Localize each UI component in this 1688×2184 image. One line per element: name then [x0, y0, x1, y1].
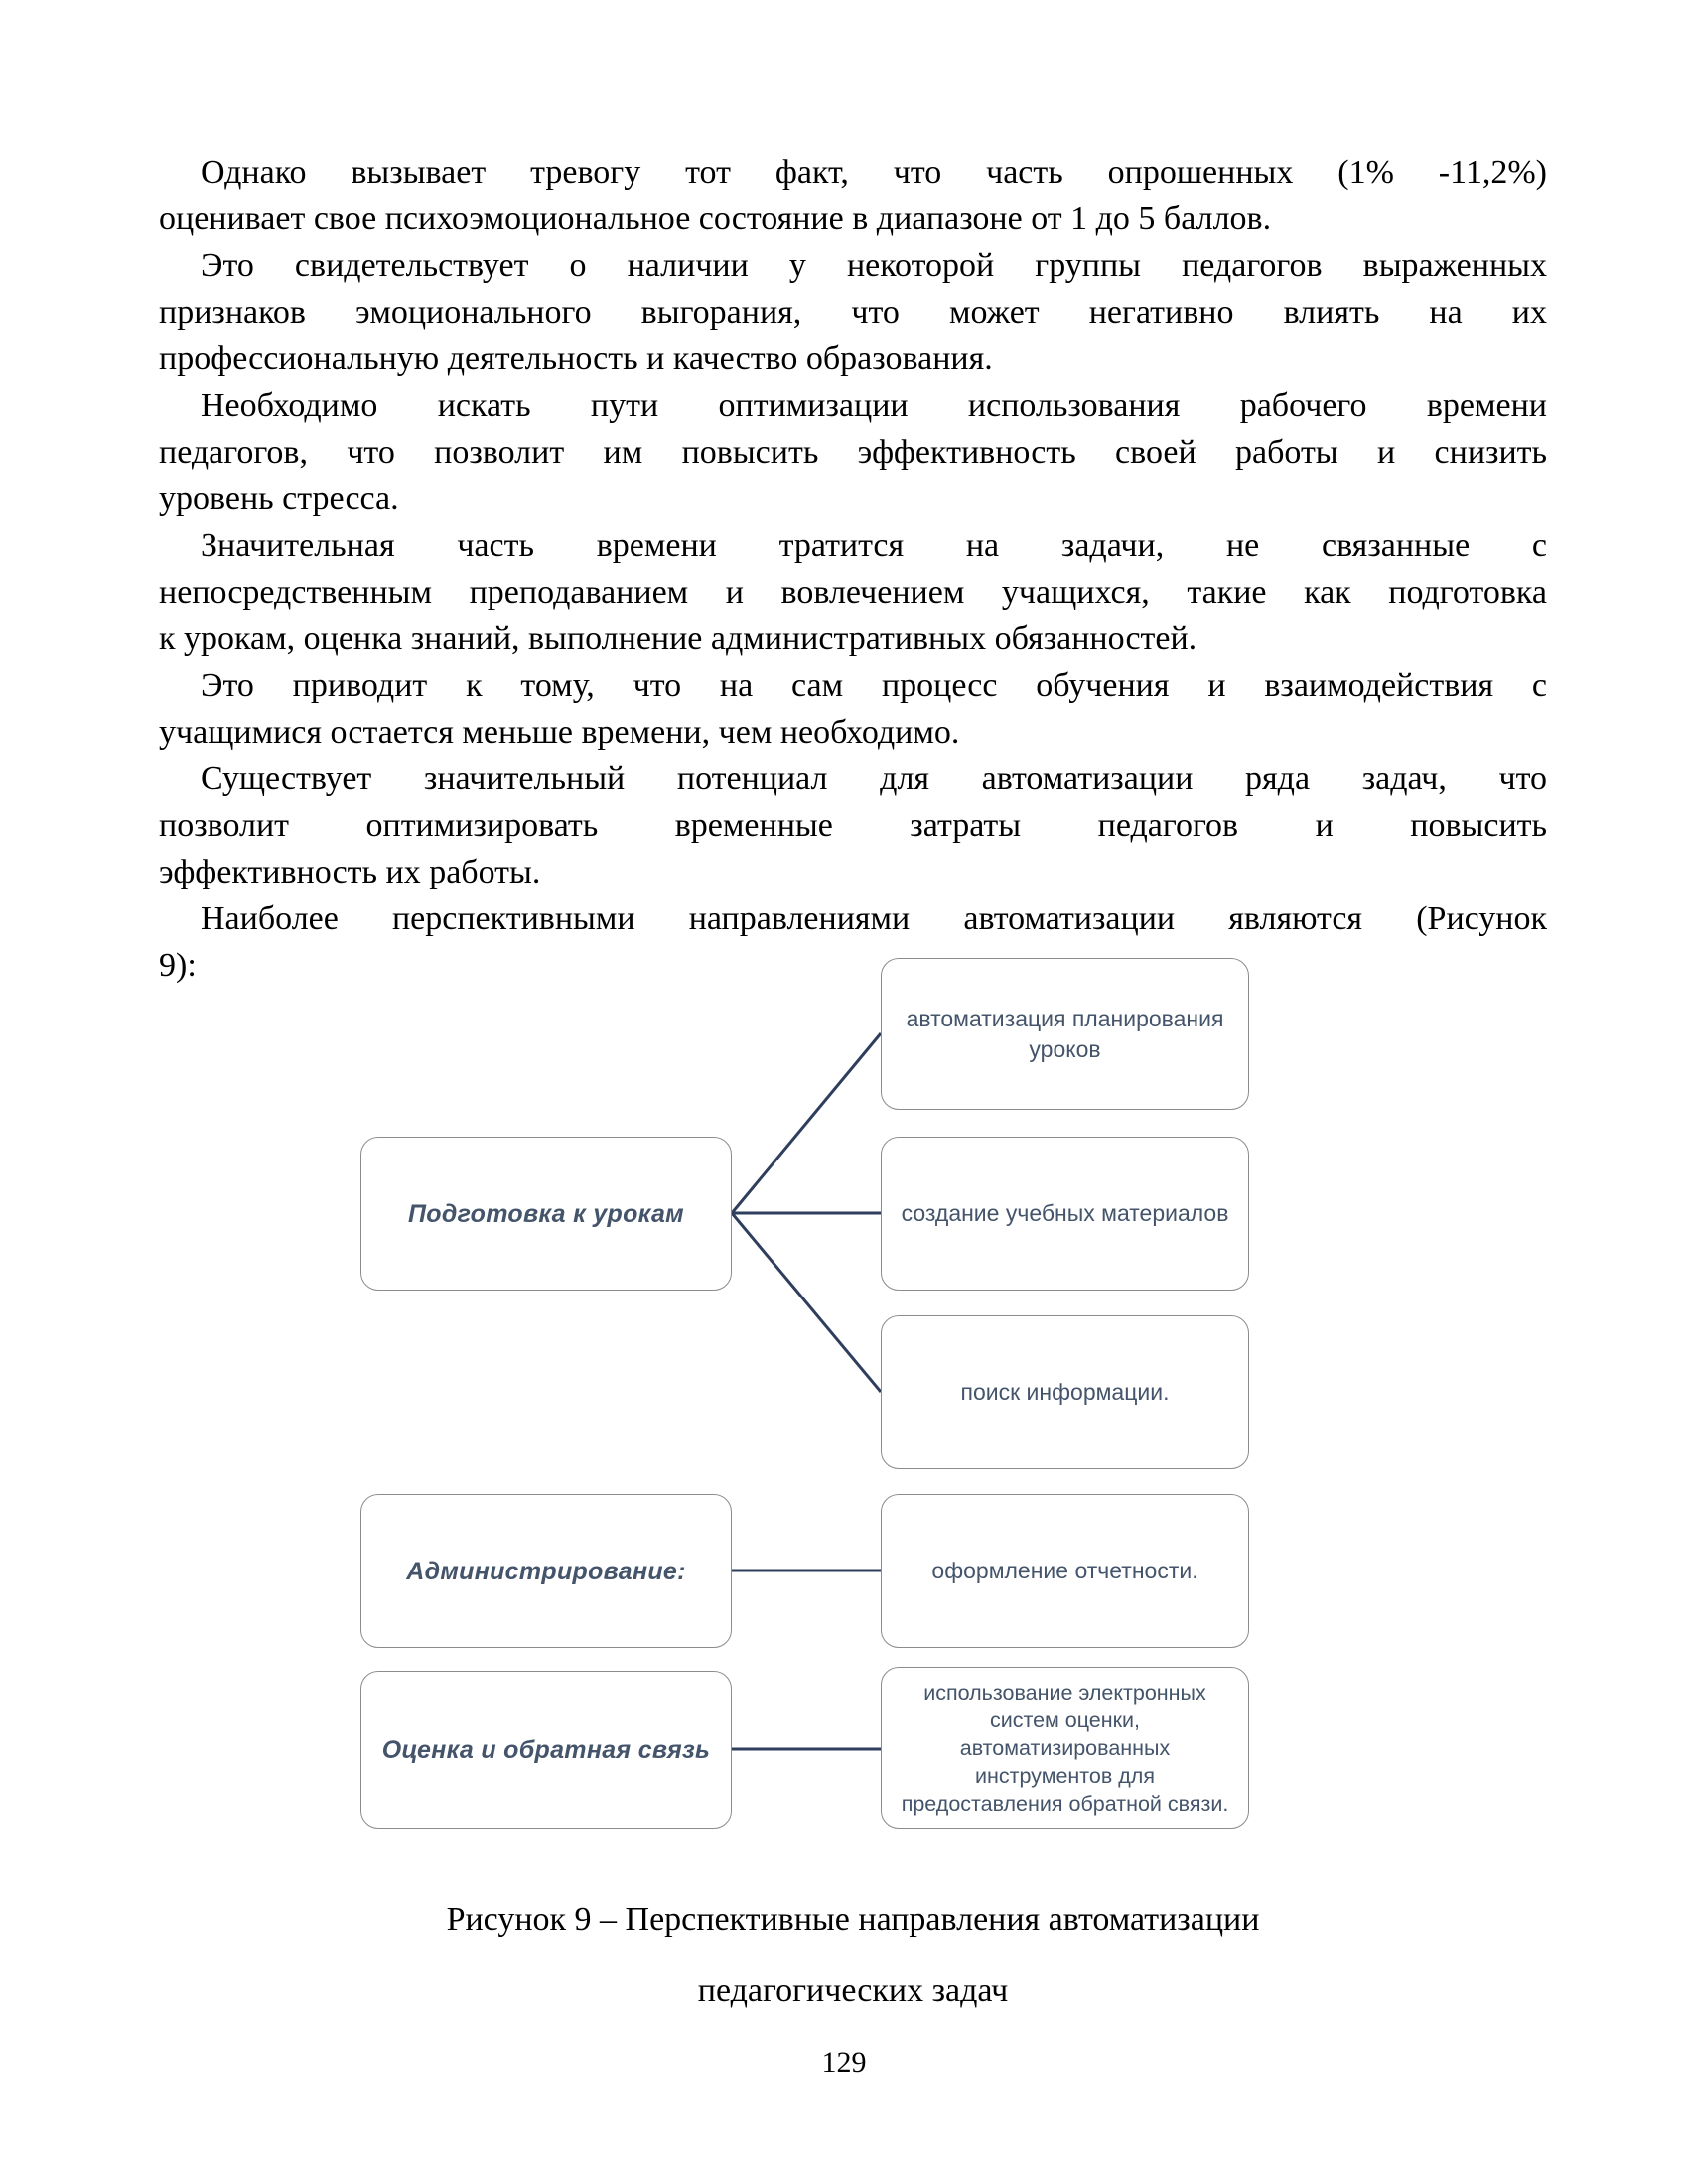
detail-line: систем оценки, [989, 1707, 1141, 1732]
category-box-assessment-feedback [360, 1671, 732, 1829]
paragraph-6 [159, 755, 1547, 895]
detail-line: инструментов для [974, 1763, 1155, 1788]
text-line: Существует значительный потенциал для автоматизации ряда задач, что [201, 760, 1547, 797]
text-line: позволит оптимизировать временные затраты педагогов и повысить [159, 807, 1547, 844]
detail-box-creating-materials [881, 1137, 1249, 1291]
detail-line: автоматизированных [959, 1735, 1171, 1760]
text-line: Значительная часть времени тратится на задачи, не связанные с [201, 527, 1547, 564]
text-line: признаков эмоционального выгорания, что может негативно влиять на их [159, 294, 1547, 331]
text-line: Необходимо искать пути оптимизации использования рабочего времени [201, 387, 1547, 424]
detail-box-report-preparation [881, 1494, 1249, 1648]
text-line: Однако вызывает тревогу тот факт, что часть опрошенных (1% -11,2%) [201, 154, 1547, 191]
detail-line: оформление отчетности. [931, 1558, 1198, 1583]
paragraph-5 [159, 662, 1547, 755]
figure-caption [159, 1884, 1547, 2027]
text-line: Это приводит к тому, что на сам процесс обучения и взаимодействия с [201, 667, 1547, 704]
text-line: оценивает свое психоэмоциональное состояние в диапазоне от 1 до 5 баллов. [159, 201, 1272, 237]
detail-box-information-search [881, 1315, 1249, 1469]
detail-line: использование электронных [923, 1680, 1206, 1705]
paragraph-3 [159, 382, 1547, 522]
text-line: к урокам, оценка знаний, выполнение административных обязанностей. [159, 620, 1197, 657]
paragraph-4 [159, 522, 1547, 662]
text-line: эффективность их работы. [159, 854, 541, 890]
category-label: Подготовка к урокам [408, 1199, 684, 1228]
detail-line: поиск информации. [960, 1379, 1170, 1405]
page-number: 129 [821, 2046, 867, 2079]
paragraph-7 [159, 895, 1547, 989]
text-line: учащимися остается меньше времени, чем необходимо. [159, 714, 960, 751]
detail-box-lesson-planning-automation [881, 958, 1249, 1110]
category-label: Администрирование: [406, 1557, 686, 1585]
category-box-lesson-preparation [360, 1137, 732, 1291]
text-line: Наиболее перспективными направлениями автоматизации являются (Рисунок [201, 900, 1547, 937]
text-line: Это свидетельствует о наличии у некоторой группы педагогов выраженных [201, 247, 1547, 284]
detail-line: автоматизация планирования [906, 1005, 1224, 1031]
category-box-administration [360, 1494, 732, 1648]
figure-caption-line: Рисунок 9 – Перспективные направления автоматизации [446, 1901, 1260, 1938]
paragraph-2 [159, 242, 1547, 382]
figure-caption-line: педагогических задач [697, 1973, 1009, 2009]
text-line: уровень стресса. [159, 480, 399, 517]
detail-line: предоставления обратной связи. [901, 1791, 1229, 1816]
text-line: педагогов, что позволит им повысить эффективность своей работы и снизить [159, 434, 1547, 471]
body-text [159, 149, 1547, 989]
paragraph-1 [159, 149, 1547, 242]
detail-line: создание учебных материалов [901, 1200, 1229, 1226]
detail-line: уроков [1029, 1035, 1101, 1062]
text-line: 9): [159, 947, 197, 984]
text-line: непосредственным преподаванием и вовлечением учащихся, такие как подготовка [159, 574, 1547, 611]
detail-box-electronic-assessment [881, 1667, 1249, 1829]
text-line: профессиональную деятельность и качество образования. [159, 341, 993, 377]
category-label: Оценка и обратная связь [381, 1735, 711, 1764]
